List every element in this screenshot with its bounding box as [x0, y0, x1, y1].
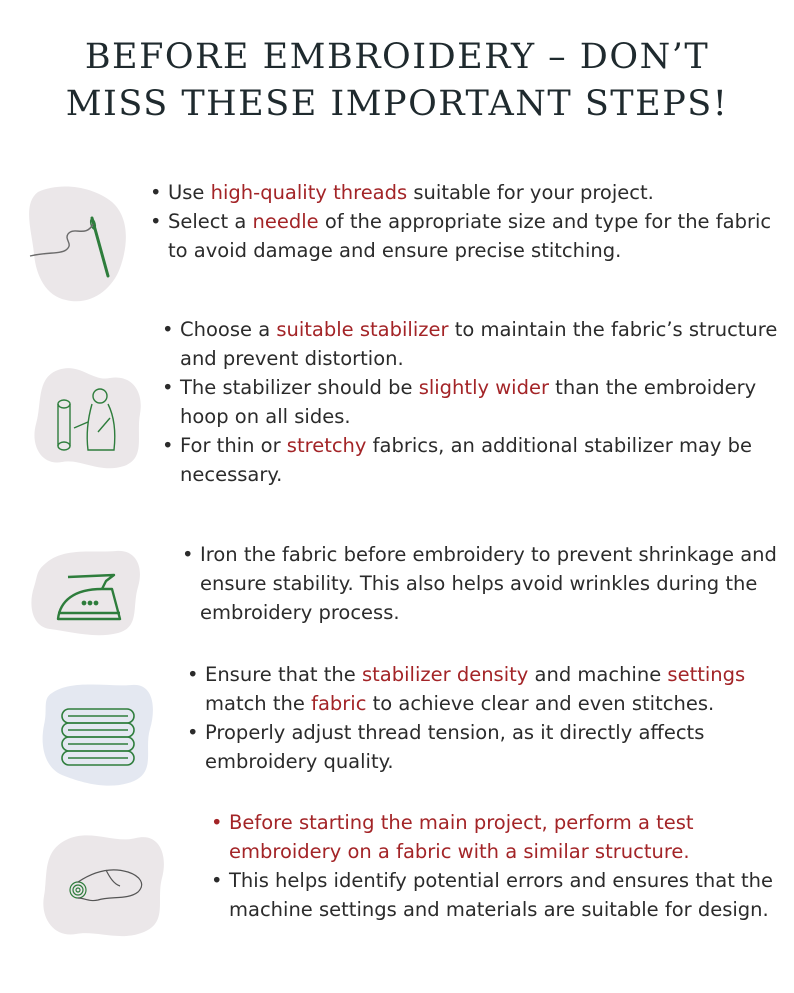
highlight-text: high-quality threads	[210, 181, 408, 204]
needle-thread-blob	[20, 180, 132, 308]
bullet-text: Choose a	[180, 318, 277, 341]
bullet-text: The stabilizer should be	[180, 376, 419, 399]
section-iron	[180, 540, 780, 627]
highlight-text: settings	[667, 663, 746, 686]
bullet-list	[160, 315, 780, 489]
bullet-list	[209, 808, 789, 924]
bullet-text: Ensure that the	[205, 663, 362, 686]
bullet-list	[185, 660, 785, 776]
fabric-roll-blob	[36, 826, 170, 944]
bullet-item	[160, 431, 780, 489]
bullet-item	[148, 207, 788, 265]
page-title: BEFORE EMBROIDERY – DON’T MISS THESE IMPORTANT STEPS!	[65, 37, 729, 124]
bullet-item	[185, 660, 785, 718]
bullet-item	[209, 808, 789, 866]
highlight-text: needle	[252, 210, 319, 233]
highlight-text: stretchy	[286, 434, 367, 457]
bullet-item	[148, 178, 788, 207]
bullet-text: and machine	[528, 663, 668, 686]
bullet-text: than the embroidery hoop on all sides.	[180, 376, 757, 428]
bullet-item	[160, 315, 780, 373]
highlight-text: stabilizer density	[361, 663, 529, 686]
bullet-item	[185, 718, 785, 776]
stabilizer-blob	[28, 362, 148, 472]
bullet-text: to achieve clear and even stitches.	[366, 692, 715, 715]
bullet-text: Before starting the main project, perform a test embroidery on a fabric with a similar structure.	[229, 811, 694, 863]
bullet-text: Use	[168, 181, 211, 204]
bullet-list	[180, 540, 780, 627]
bullet-text: Iron the fabric before embroidery to prevent shrinkage and ensure stability. This also helps avoid wrinkles during the embroidery process.	[200, 543, 777, 624]
bullet-text: match the	[205, 692, 312, 715]
bullet-text: For thin or	[180, 434, 287, 457]
highlight-text: fabric	[311, 692, 367, 715]
folded-fabric-blob	[38, 675, 158, 791]
iron-blob	[28, 545, 146, 637]
bullet-item	[160, 373, 780, 431]
bullet-item	[209, 866, 789, 924]
bullet-list	[148, 178, 788, 265]
bullet-text: Select a	[168, 210, 253, 233]
bullet-text: fabrics, an additional stabilizer may be necessary.	[180, 434, 753, 486]
bullet-text: of the appropriate size and type for the fabric to avoid damage and ensure precise stitching.	[168, 210, 772, 262]
section-threads-needle	[148, 178, 788, 265]
highlight-text: slightly wider	[418, 376, 549, 399]
highlight-text: suitable stabilizer	[276, 318, 449, 341]
section-settings	[185, 660, 785, 776]
bullet-text: suitable for your project.	[407, 181, 654, 204]
section-test-embroidery	[209, 808, 789, 924]
bullet-text: This helps identify potential errors and ensures that the machine settings and materials are suitable for design.	[229, 869, 774, 921]
bullet-text: to maintain the fabric’s structure and prevent distortion.	[180, 318, 778, 370]
bullet-item	[180, 540, 780, 627]
bullet-text: Properly adjust thread tension, as it directly affects embroidery quality.	[205, 721, 705, 773]
section-stabilizer	[160, 315, 780, 489]
